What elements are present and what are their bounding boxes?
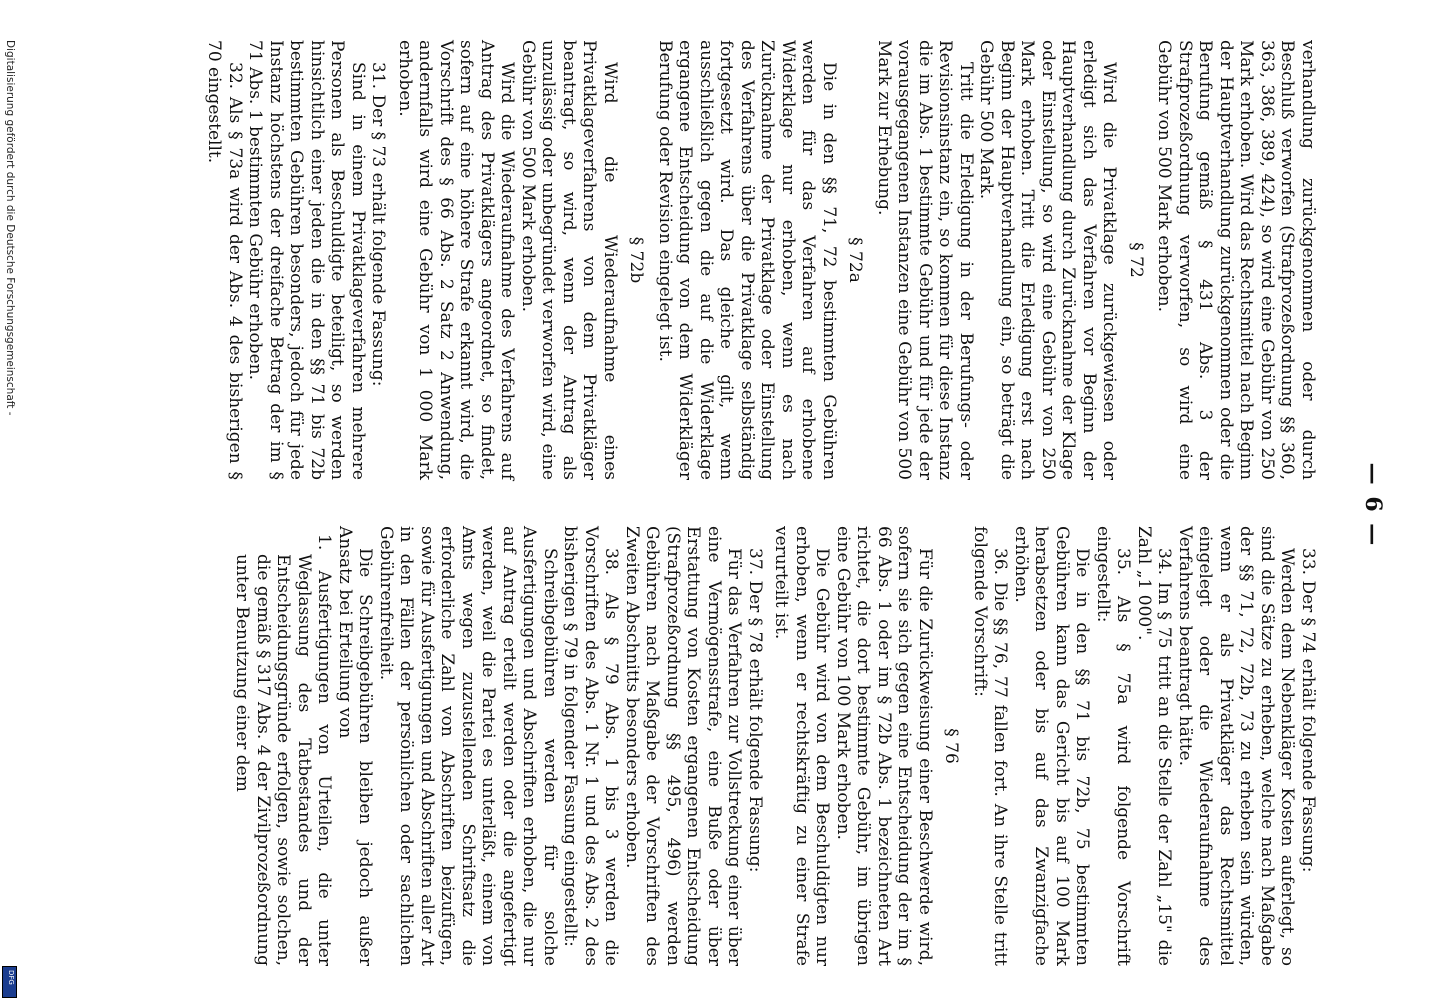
footer-text: Digitalisierung gefördert durch die Deutsche Forschungsgemeinschaft - bbox=[4, 40, 16, 416]
paragraph: Für das Verfahren zur Vollstreckung einer über eine Vermögensstrafe, eine Buße oder über Erstattung von Kosten ergangenen Entscheidung (Strafprozeßordnung §§ 495, 496) werden Gebühren nach Maßgabe der Vorschriften des Zweiten Abschnitts besonders erhoben. bbox=[622, 526, 745, 966]
numbered-item-37: 37. Der § 78 erhält folgende Fassung: bbox=[745, 548, 765, 873]
numbered-item-36: 36. Die §§ 76, 77 fallen fort. An ihre Stelle tritt folgende Vorschrift: bbox=[970, 526, 1011, 966]
numbered-item-34: 34. Im § 75 tritt an die Stelle der Zahl „15" die Zahl „1 000". bbox=[1134, 526, 1175, 966]
paragraph: Werden dem Nebenkläger Kosten auferlegt, so sind die Sätze zu erheben, welche nach Maßgabe der §§ 71, 72, 72b, 73 zu erheben sein würden, wenn er als Privatkläger das Rechtsmittel eingelegt oder die Wiederaufnahme des Verfahrens beantragt hätte. bbox=[1175, 526, 1298, 966]
paragraph: Wird die Wiederaufnahme des Verfahrens auf Antrag des Privatklägers angeordnet, so findet, sofern auf eine höhere Strafe erkannt wird, die Vorschrift des § 66 Abs. 2 Satz 2 Anwendung, andernfalls wird eine Gebühr von 1 000 Mark erhoben. bbox=[395, 40, 518, 480]
section-heading-72a: § 72a bbox=[845, 237, 866, 283]
paragraph: Die in den §§ 71 bis 72b, 75 bestimmten Gebühren kann das Gericht bis auf 100 Mark herabsetzen oder bis auf das Zwanzigfache erhöhen. bbox=[1011, 526, 1093, 966]
left-column bbox=[204, 40, 1318, 480]
paragraph: verhandlung zurückgenommen oder durch Beschluß verworfen (Strafprozeßordnung §§ 360, 363, 386, 389, 424), so wird eine Gebühr von 250 Mark erhoben. Wird das Rechtsmittel nach Beginn der Hauptverhandlung zurückgenommen oder die Berufung gemäß § 431 Abs. 3 der Strafprozeßordnung verworfen, so wird eine Gebühr von 500 Mark erhoben. bbox=[1154, 40, 1318, 480]
page-number: — 6 — bbox=[1360, 462, 1386, 548]
logo-text: DFG bbox=[7, 970, 15, 985]
paragraph: Sind in einem Privatklageverfahren mehrere Personen als Beschuldigte beteiligt, so werden hinsichtlich einer jeden die in den §§ 71 bis 72b bestimmten Gebühren besonders, jedoch für jede Instanz höchstens der dreifache Betrag der im § 71 Abs. 1 bestimmten Gebühr erhoben. bbox=[245, 40, 368, 480]
section-heading-72b: § 72b bbox=[626, 236, 647, 284]
paragraph: Die Gebühr wird von dem Beschuldigten nur erhoben, wenn er rechtskräftig zu einer Strafe verurteilt ist. bbox=[771, 526, 833, 966]
numbered-item-33: 33. Der § 74 erhält folgende Fassung: bbox=[1298, 548, 1318, 873]
numbered-item-32: 32. Als § 73a wird der Abs. 4 des bisherigen § 70 eingestellt. bbox=[204, 40, 245, 480]
enumerated-item-1: 1. Ausfertigungen von Urteilen, die unter Weglassung des Tatbestandes und der Entscheidungsgründe erfolgen, sowie solchen, die gemäß § 317 Abs. 4 der Zivilprozeßordnung unter Benutzung einer dem bbox=[232, 534, 335, 966]
paragraph: Wird die Privatklage zurückgewiesen oder erledigt sich das Verfahren vor Beginn der Hauptverhandlung durch Zurücknahme der Klage oder Einstellung, so wird eine Gebühr von 250 Mark erhoben. Tritt die Erledigung erst nach Beginn der Hauptverhandlung ein, so beträgt die Gebühr 500 Mark. bbox=[976, 40, 1120, 480]
section-heading-76: § 76 bbox=[941, 728, 962, 764]
dfg-logo-icon bbox=[2, 966, 17, 998]
digitization-footer bbox=[0, 40, 18, 1000]
numbered-item-35: 35. Als § 75a wird folgende Vorschrift eingestellt: bbox=[1093, 526, 1134, 966]
paragraph: Tritt die Erledigung in der Berufungs- oder Revisionsinstanz ein, so kommen für diese Instanz die im Abs. 1 bestimmte Gebühr und für jede der vorausgegangenen Instanzen eine Gebühr von 500 Mark zur Erhebung. bbox=[874, 40, 976, 480]
rotated-document-page bbox=[78, 20, 1398, 990]
paragraph: Schreibgebühren werden für solche Ausfertigungen und Abschriften erhoben, die nur auf Antrag erteilt werden oder die angefertigt werden, weil die Partei es unterläßt, einem von Amts wegen zuzustellenden Schriftsatz die erforderliche Zahl von Abschriften beizufügen, sowie für Ausfertigungen und Abschriften aller Art in den Fällen der persönlichen oder sachlichen Gebührenfreiheit. bbox=[376, 526, 560, 966]
section-heading-72: § 72 bbox=[1126, 242, 1146, 278]
paragraph: Für die Zurückweisung einer Beschwerde wird, sofern sie sich gegen eine Entscheidung der im § 66 Abs. 1 oder im § 72b Abs. 1 bezeichneten Art richtet, die dort bestimmte Gebühr, im übrigen eine Gebühr von 100 Mark erhoben. bbox=[833, 526, 935, 966]
right-column bbox=[232, 526, 1318, 966]
paragraph: Wird die Wiederaufnahme eines Privatklageverfahrens von dem Privatkläger beantragt, so wird, wenn der Antrag als unzulässig oder unbegründet verworfen wird, eine Gebühr von 500 Mark erhoben. bbox=[518, 40, 620, 480]
numbered-item-38: 38. Als § 79 Abs. 1 bis 3 werden die Vorschriften des Abs. 1 Nr. 1 und des Abs. 2 des bisherigen § 79 in folgender Fassung eingestellt: bbox=[560, 526, 622, 966]
numbered-item-31: 31. Der § 73 erhält folgende Fassung: bbox=[368, 62, 389, 387]
paragraph: Die Schreibgebühren bleiben jedoch außer Ansatz bei Erteilung von bbox=[335, 526, 376, 966]
paragraph: Die in den §§ 71, 72 bestimmten Gebühren werden für das Verfahren auf erhobene Widerklage nur erhoben, wenn es nach Zurücknahme der Privatklage oder Einstellung des Verfahrens über die Privatklage selbständig fortgesetzt wird. Das gleiche gilt, wenn ausschließlich gegen die auf die Widerklage ergangene Entscheidung von dem Widerkläger Berufung oder Revision eingelegt ist. bbox=[655, 40, 839, 480]
